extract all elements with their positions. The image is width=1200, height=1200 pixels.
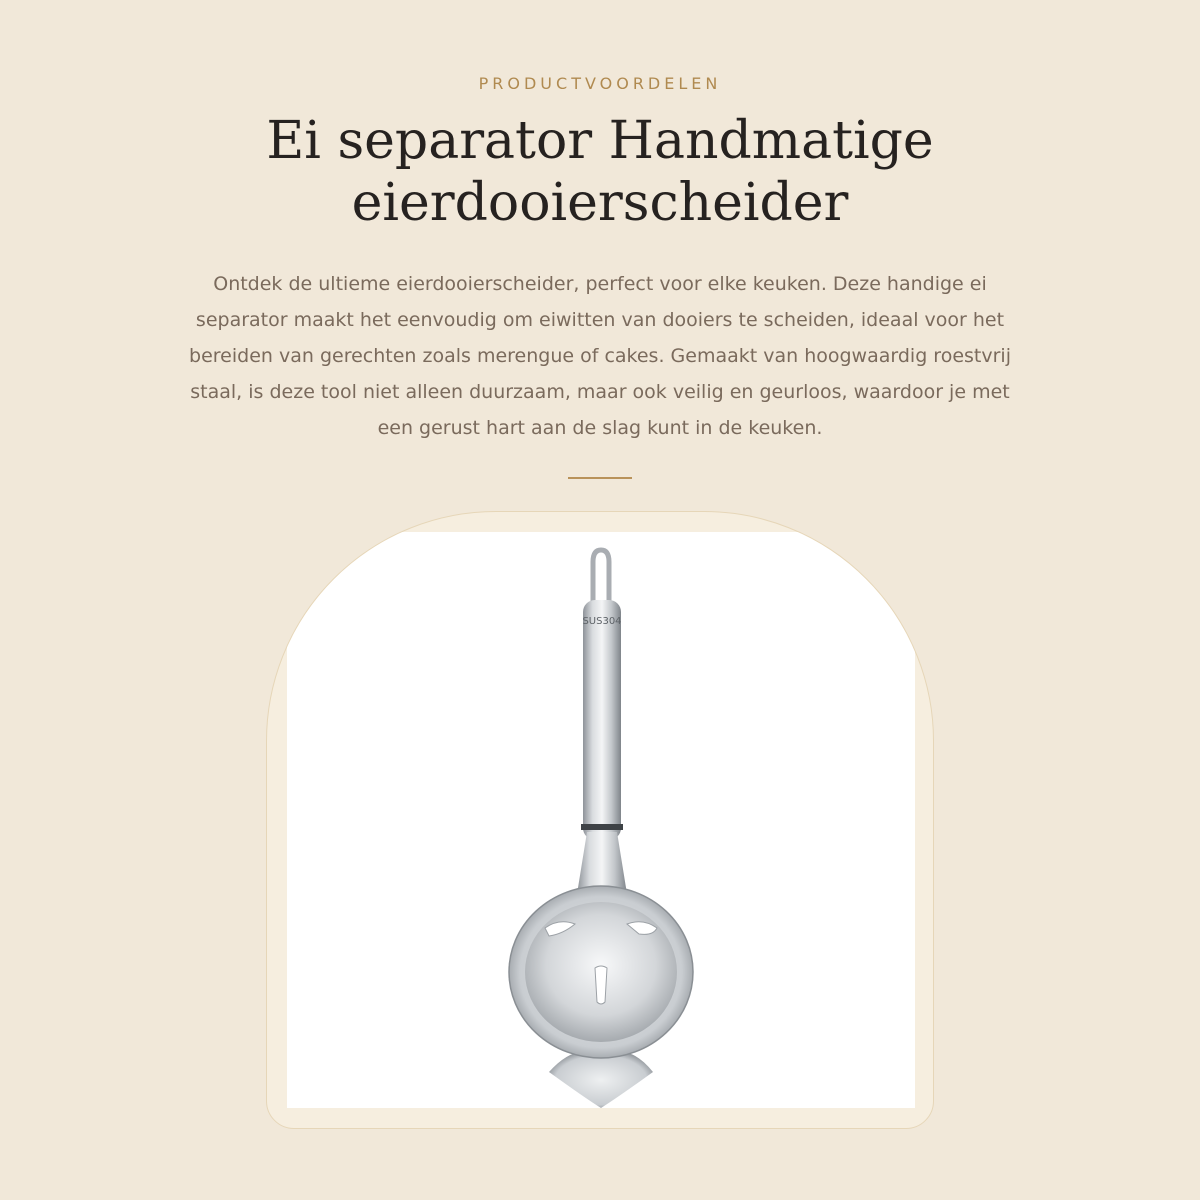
spout [549, 1052, 653, 1108]
product-description: Ontdek de ultieme eierdooierscheider, perfect voor elke keuken. Deze handige ei separator maakt het eenvoudig om eiwitten van dooiers te scheiden, ideaal voor het bereiden van gerechten zoals merengue of cakes. Gemaakt van hoogwaardig roestvrij staal, is deze tool niet alleen duurzaam, maar ook veilig en geurloos, waardoor je met een gerust hart aan de slag kunt in de keuken. [189, 273, 1011, 439]
handle [583, 600, 621, 840]
handle-band [581, 824, 623, 830]
title-line-1: Ei separator Handmatige [266, 111, 934, 171]
page-title [0, 110, 1200, 234]
section-divider [568, 477, 632, 479]
hanging-loop [593, 550, 609, 602]
product-image-card [266, 511, 934, 1129]
title-line-2: eierdooierscheider [351, 173, 849, 233]
eyebrow-label: PRODUCTVOORDELEN [478, 74, 722, 93]
neck [577, 832, 627, 894]
slot-bottom [595, 966, 607, 1004]
egg-separator-illustration [287, 532, 915, 1108]
product-photo [287, 532, 915, 1108]
engraving-text: SUS304 [582, 616, 622, 627]
